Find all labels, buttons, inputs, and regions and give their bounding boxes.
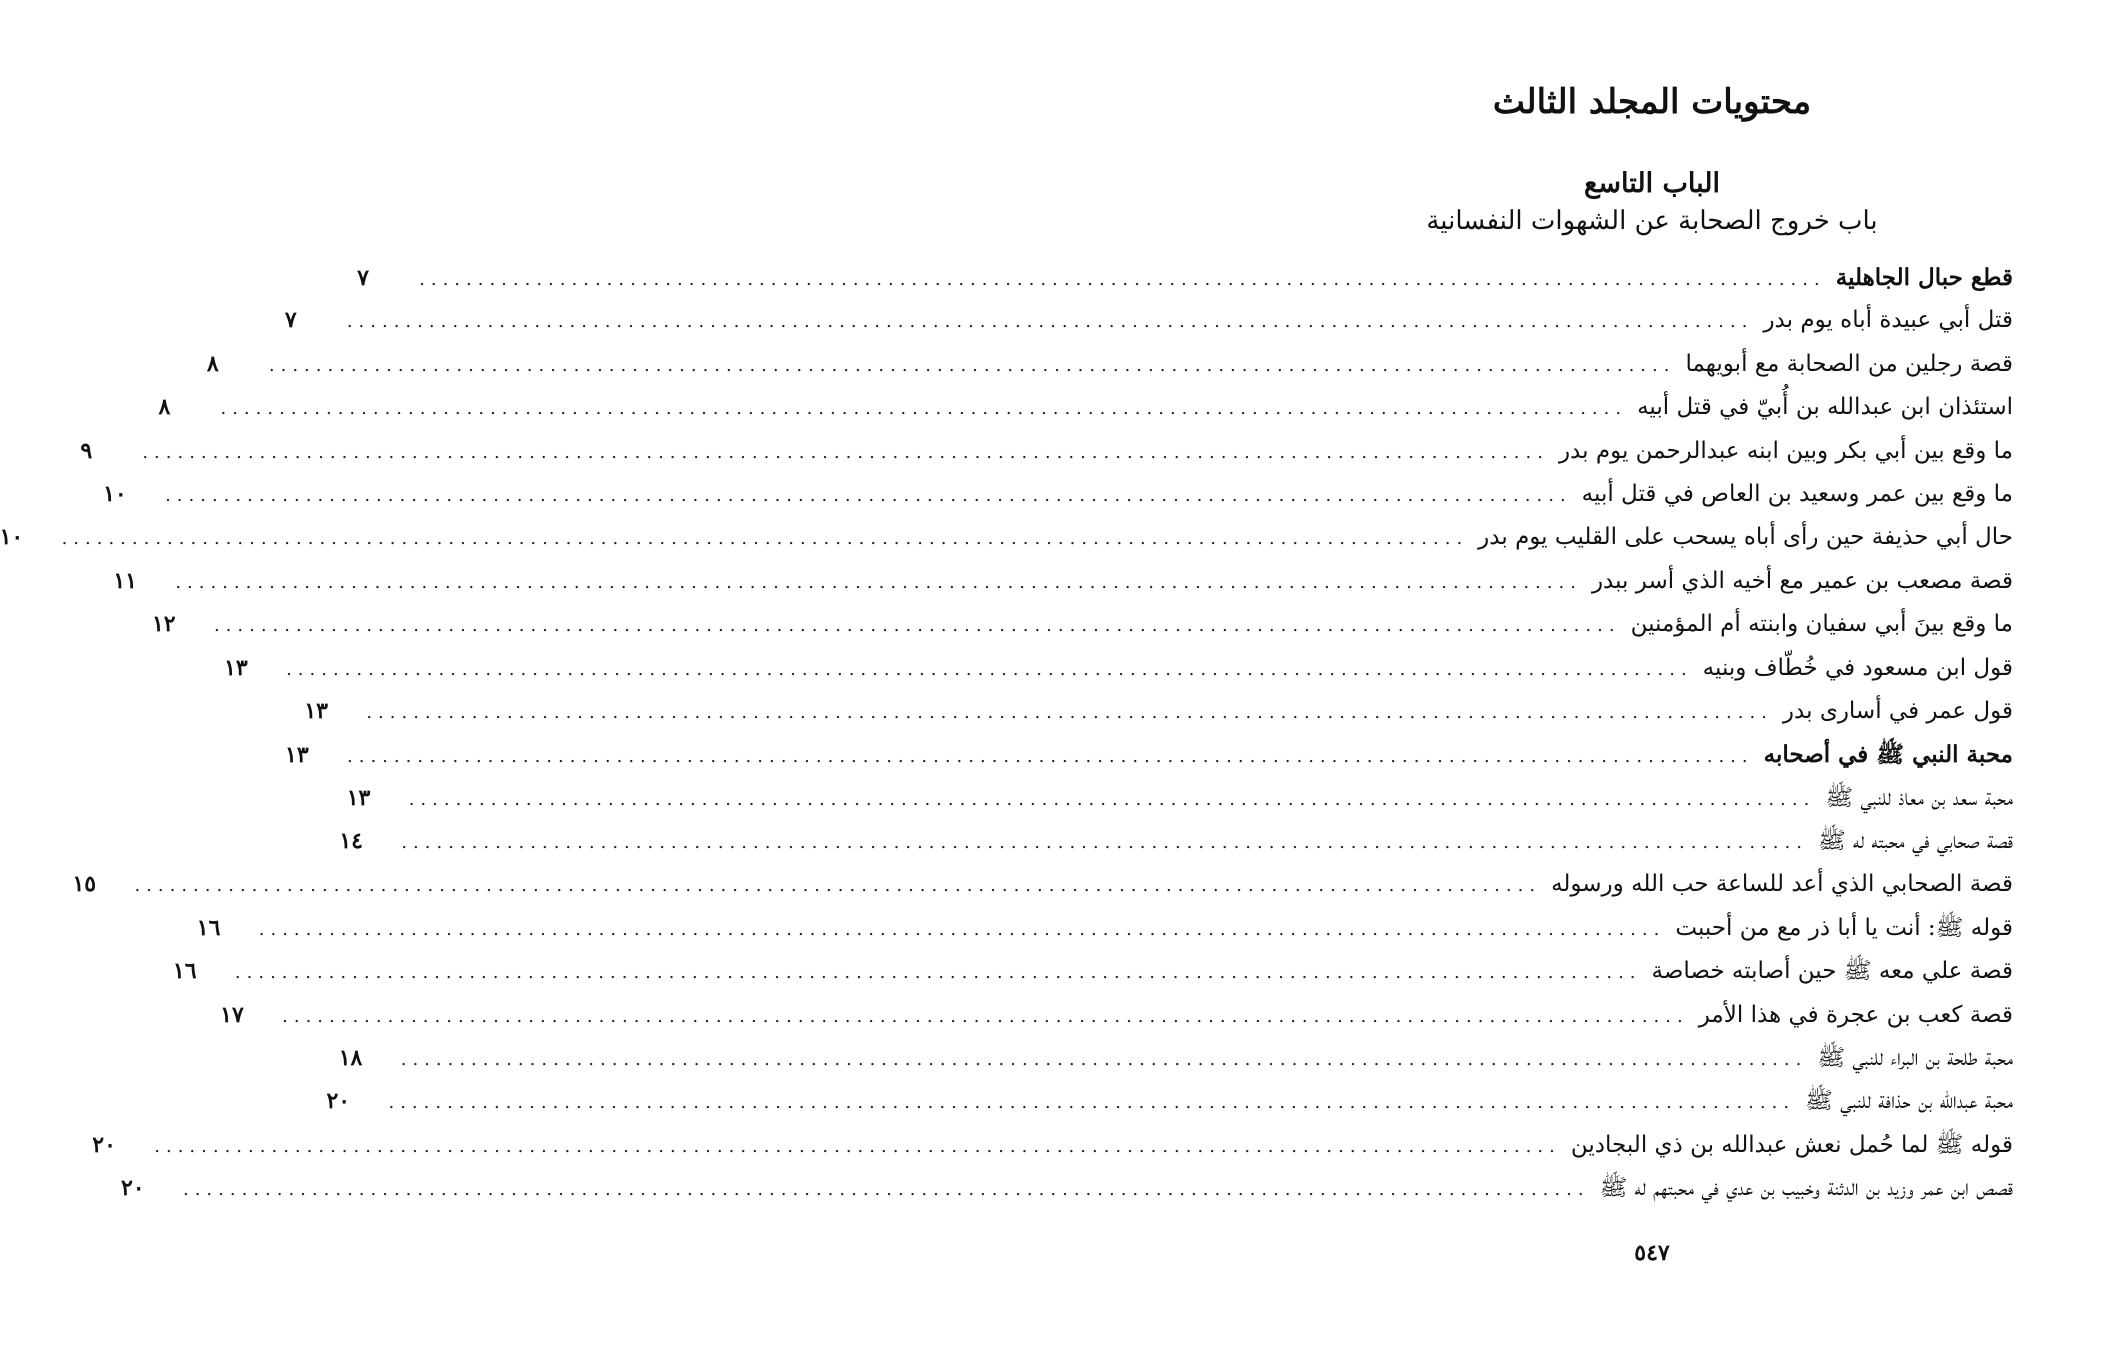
toc-entry-page: ١٠ [0, 524, 24, 551]
toc-entry-title: ما وقع بينَ أبي سفيان وابنته أم المؤمنين [1630, 611, 2013, 638]
toc-entry-title: محبة طلحة بن البراء للنبي ﷺ [1817, 1045, 2013, 1072]
toc-entry [158, 386, 2013, 429]
toc-entry [120, 1167, 2013, 1210]
toc-leader-dots: ........................................................................................................................ [419, 269, 1826, 290]
toc-leader-dots: ........................................................................................................................ [142, 441, 1549, 463]
toc-entry [72, 863, 2013, 906]
toc-entry-page: ١٣ [285, 742, 309, 769]
toc-entry-title: محبة عبدالله بن حذافة للنبي ﷺ [1805, 1088, 2013, 1115]
toc-entry [92, 1124, 2013, 1167]
toc-entry [285, 733, 2013, 776]
toc-leader-dots: ........................................................................................................................ [165, 484, 1572, 506]
toc-entry-title: قصة رجلين من الصحابة مع أبويهما [1685, 350, 2013, 377]
toc-entry-title: ما وقع بين أبي بكر وبين ابنه عبدالرحمن يوم بدر [1558, 437, 2013, 464]
toc-leader-dots: ........................................................................................................................ [234, 962, 1642, 984]
toc-entry-title: قوله ﷺ لما حُمل نعش عبدالله بن ذي البجادين [1570, 1131, 2013, 1158]
toc-entry [357, 256, 2013, 299]
toc-entry-page: ٧ [357, 265, 369, 291]
toc-entry-title: قوله ﷺ: أنت يا أبا ذر مع من أحببت [1675, 914, 2013, 941]
toc-entry-page: ١٠ [103, 480, 127, 507]
page-number: ٥٤٧ [1634, 1240, 1670, 1266]
toc-entry [80, 430, 2013, 473]
toc-entry-title: حال أبي حذيفة حين رأى أباه يسحب على القليب يوم بدر [1478, 524, 2013, 551]
toc-leader-dots: ........................................................................................................................ [347, 746, 1754, 768]
toc-entry-title: ما وقع بين عمر وسعيد بن العاص في قتل أبيه [1581, 480, 2013, 507]
toc-entry-title: قصة كعب بن عجرة في هذا الأمر [1698, 1001, 2013, 1028]
toc-entry-title: قول ابن مسعود في خُطّاف وبنيه [1702, 654, 2013, 681]
toc-entry-page: ١٦ [172, 958, 197, 985]
toc-leader-dots: ........................................................................................................................ [134, 875, 1542, 897]
toc-entry [196, 907, 2013, 950]
toc-leader-dots: ........................................................................................................................ [400, 1049, 1808, 1071]
chapter-heading: الباب التاسع [1583, 168, 1720, 199]
toc-entry-page: ٧ [284, 307, 297, 334]
toc-entry [284, 299, 2013, 342]
toc-leader-dots: ........................................................................................................................ [366, 701, 1773, 723]
toc-leader-dots: ........................................................................................................................ [282, 1005, 1689, 1027]
toc-entry [339, 820, 2013, 863]
toc-entry-title: استئذان ابن عبدالله بن أُبيّ في قتل أبيه [1637, 394, 2013, 421]
toc-leader-dots: ........................................................................................................................ [346, 311, 1754, 333]
toc-leader-dots: ........................................................................................................................ [401, 832, 1808, 854]
toc-entry-page: ١٣ [224, 654, 248, 681]
toc-entry [304, 690, 2013, 733]
toc-entry [172, 950, 2013, 993]
toc-entry [220, 994, 2013, 1037]
toc-entry-title: قصة علي معه ﷺ حين أصابته خصاصة [1651, 958, 2013, 985]
toc-entry-page: ٩ [80, 437, 93, 464]
toc-entry-title: قتل أبي عبيدة أباه يوم بدر [1763, 307, 2013, 334]
toc-entry-page: ١٢ [151, 611, 176, 638]
toc-entry [103, 473, 2013, 516]
toc-entry-title: قصص ابن عمر وزيد بن الدثنة وخبيب بن عدي في محبتهم له ﷺ [1599, 1175, 2013, 1202]
toc-entry-title: قصة مصعب بن عمير مع أخيه الذي أسر ببدر [1591, 567, 2013, 594]
chapter-subtitle: باب خروج الصحابة عن الشهوات النفسانية [1426, 206, 1878, 236]
toc-entry [113, 560, 2013, 603]
toc-entry-page: ١١ [113, 567, 137, 594]
toc-entry-page: ١٣ [346, 784, 371, 811]
toc-leader-dots: ........................................................................................................................ [220, 398, 1628, 420]
table-of-contents [0, 256, 2013, 1211]
toc-leader-dots: ........................................................................................................................ [258, 918, 1666, 940]
toc-entry-page: ١٦ [196, 914, 221, 941]
toc-entry-page: ٢٠ [120, 1175, 145, 1202]
toc-entry [326, 1080, 2013, 1123]
toc-entry-title: محبة سعد بن معاذ للنبي ﷺ [1825, 784, 2013, 811]
toc-leader-dots: ........................................................................................................................ [213, 615, 1621, 637]
toc-entry [0, 516, 2013, 559]
toc-entry [151, 603, 2013, 646]
toc-leader-dots: ........................................................................................................................ [154, 1135, 1561, 1157]
toc-entry-title: قصة الصحابي الذي أعد للساعة حب الله ورسوله [1551, 871, 2013, 898]
toc-entry-page: ١٧ [220, 1001, 244, 1028]
toc-leader-dots: ........................................................................................................................ [268, 354, 1676, 376]
toc-leader-dots: ........................................................................................................................ [388, 1092, 1796, 1114]
toc-entry-page: ٢٠ [92, 1131, 116, 1158]
toc-entry [338, 1037, 2013, 1080]
toc-entry [224, 647, 2013, 690]
toc-entry-title: قطع حبال الجاهلية [1835, 264, 2013, 291]
toc-leader-dots: ........................................................................................................................ [182, 1179, 1590, 1201]
toc-leader-dots: ........................................................................................................................ [408, 788, 1816, 810]
toc-entry-page: ٨ [158, 394, 171, 421]
toc-entry [206, 343, 2013, 386]
toc-entry-page: ٨ [206, 350, 219, 377]
toc-entry-page: ١٣ [304, 697, 328, 724]
toc-entry-page: ١٨ [338, 1045, 363, 1072]
toc-leader-dots: ........................................................................................................................ [286, 658, 1693, 680]
toc-leader-dots: ........................................................................................................................ [61, 528, 1469, 550]
toc-entry-page: ٢٠ [326, 1088, 351, 1115]
toc-entry-title: قول عمر في أسارى بدر [1782, 697, 2013, 724]
toc-entry-page: ١٤ [339, 828, 363, 855]
page-title: محتويات المجلد الثالث [1492, 82, 1812, 122]
toc-entry [346, 777, 2013, 820]
toc-entry-page: ١٥ [72, 871, 97, 898]
toc-leader-dots: ........................................................................................................................ [175, 571, 1582, 593]
toc-entry-title: قصة صحابي في محبته له ﷺ [1817, 828, 2013, 855]
toc-entry-title: محبة النبي ﷺ في أصحابه [1763, 741, 2013, 769]
